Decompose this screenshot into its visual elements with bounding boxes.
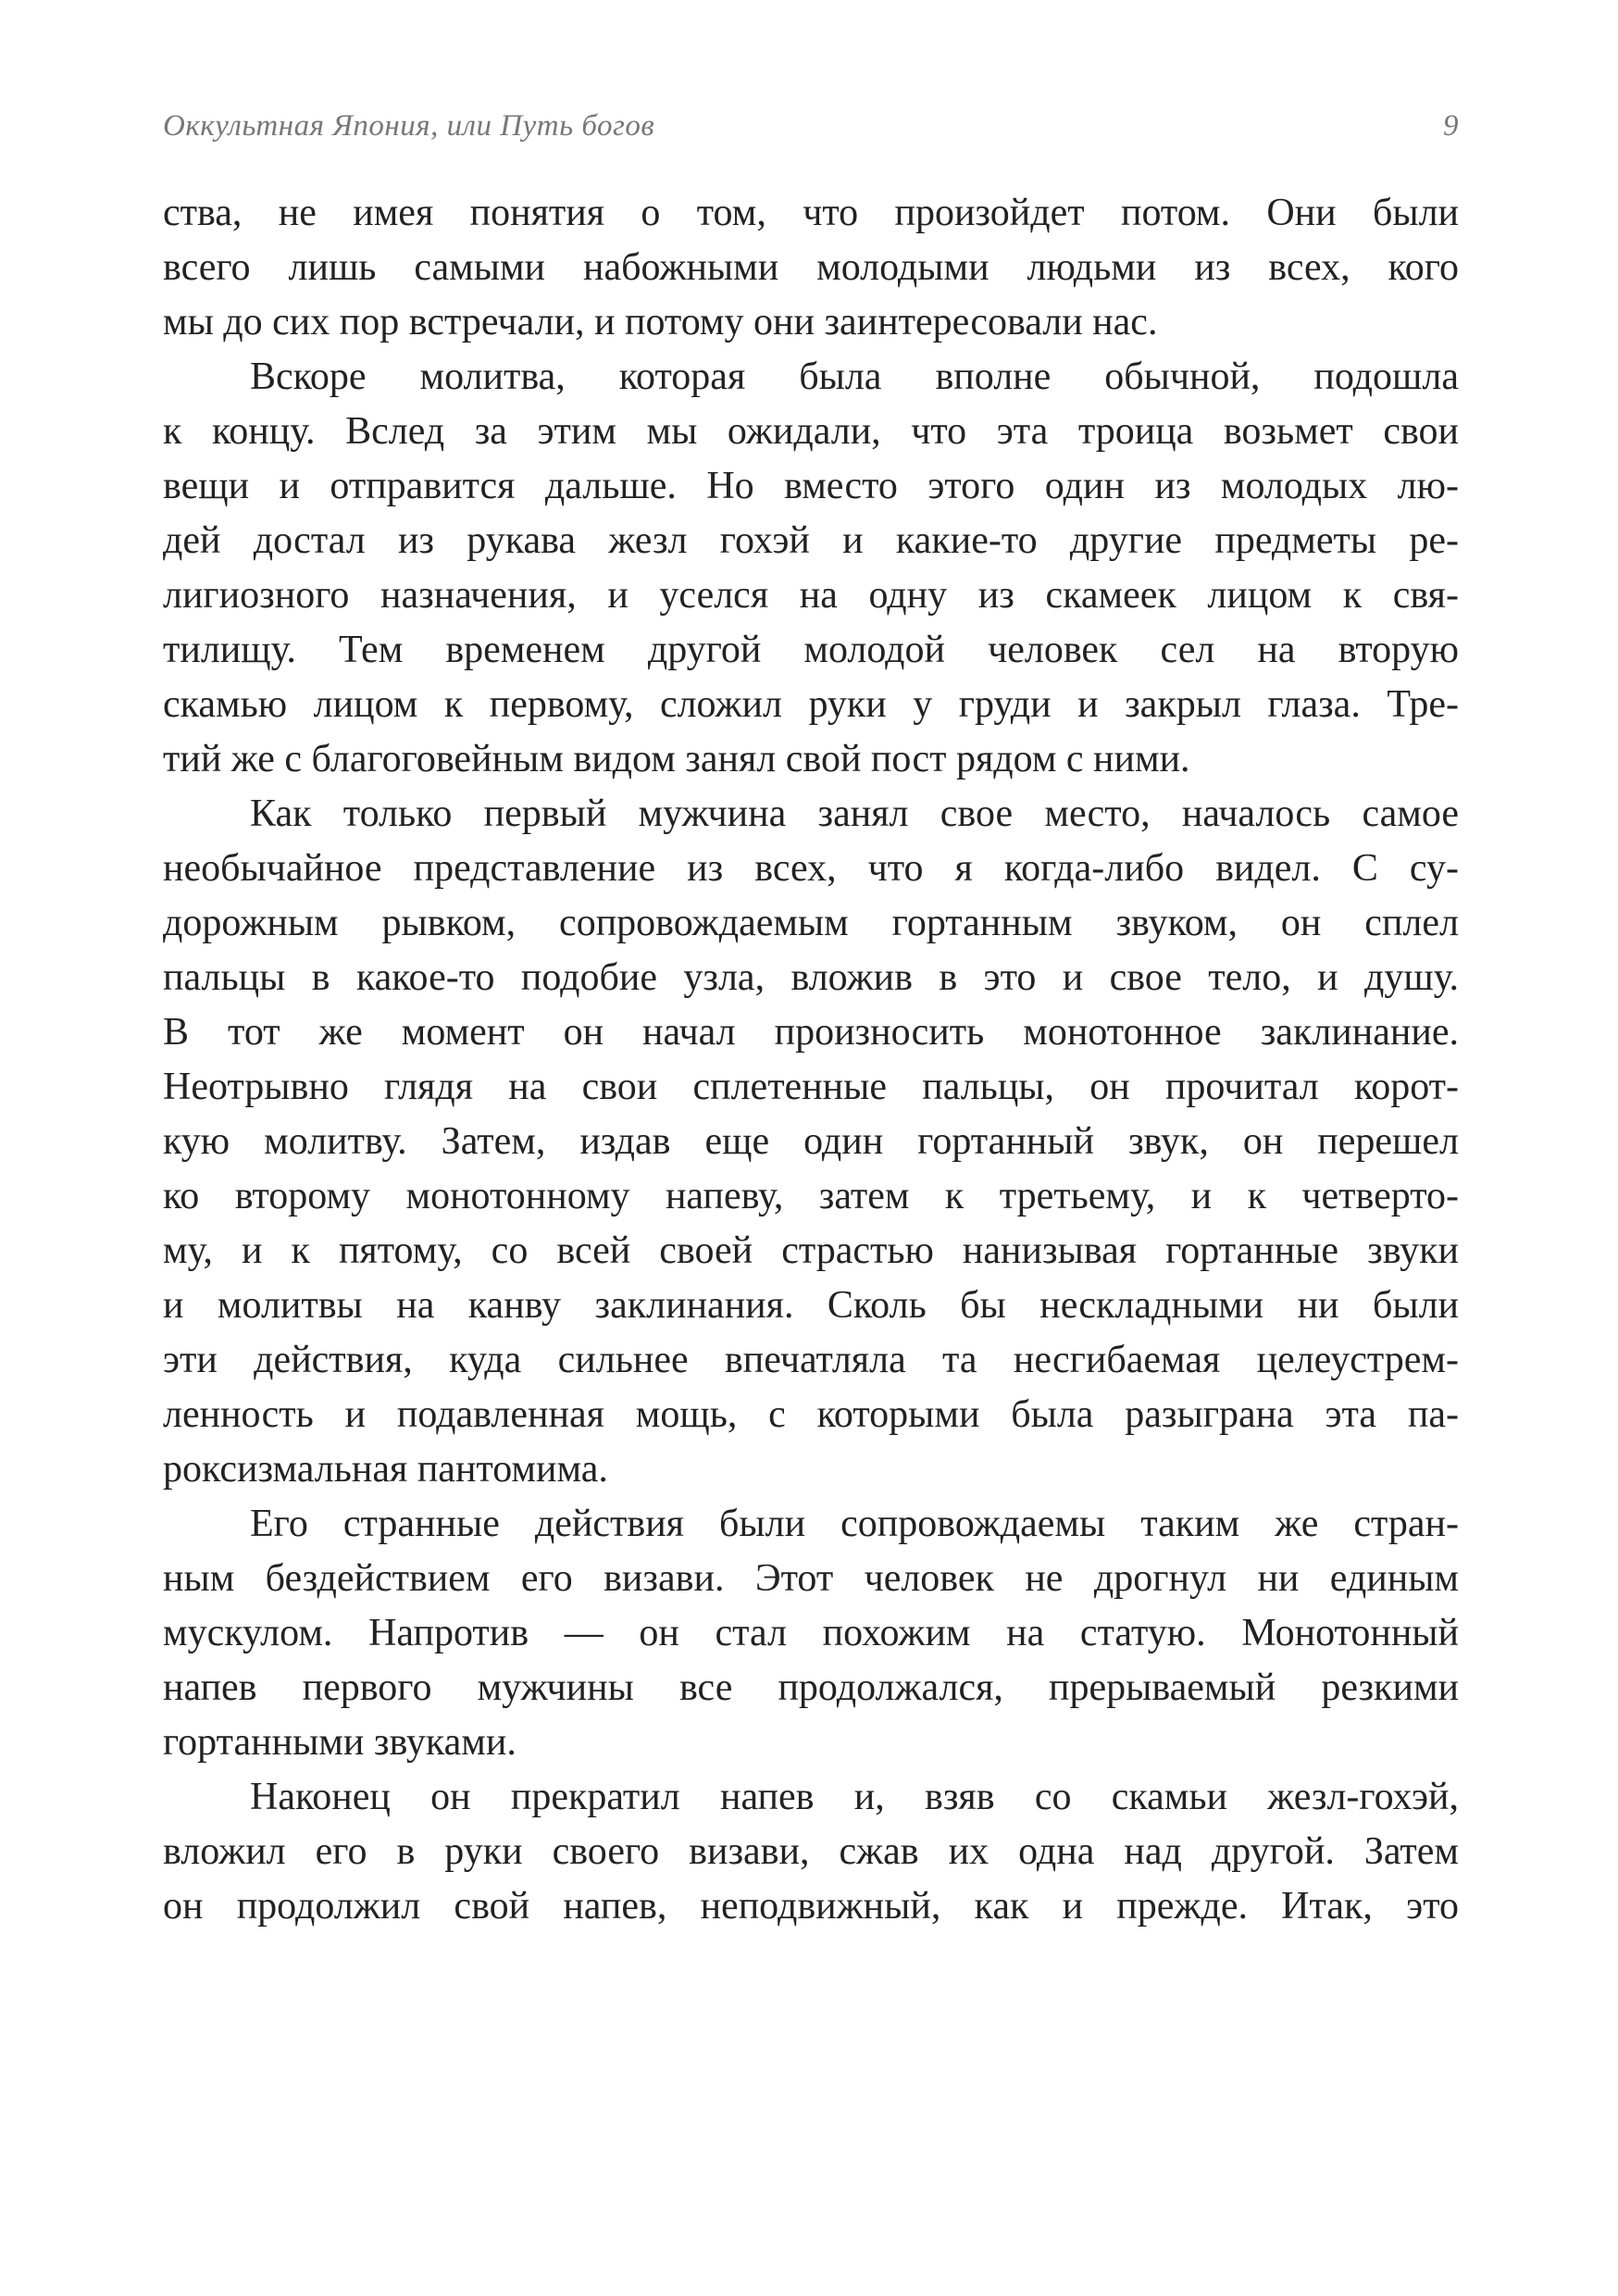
text-line: В тот же момент он начал произносить монотонное заклинание. [163, 1011, 1459, 1054]
text-line: вещи и отправится дальше. Но вместо этого один из молодых лю- [163, 465, 1459, 507]
text-line: эти действия, куда сильнее впечатляла та несгибаемая целеустрем- [163, 1339, 1459, 1381]
text-line: лигиозного назначения, и уселся на одну из скамеек лицом к свя- [163, 574, 1459, 617]
text-line: роксизмальная пантомима. [163, 1448, 608, 1491]
text-line: кую молитву. Затем, издав еще один гортанный звук, он перешел [163, 1120, 1459, 1163]
text-line: вложил его в руки своего визави, сжав их одна над другой. Затем [163, 1830, 1459, 1873]
body-text [163, 186, 1459, 1934]
text-line: ным бездействием его визави. Этот человек не дрогнул ни единым [163, 1557, 1459, 1600]
running-head [163, 104, 1459, 148]
text-line: ства, не имея понятия о том, что произойдет потом. Они были [163, 192, 1459, 234]
text-line: Неотрывно глядя на свои сплетенные пальцы, он прочитал корот- [163, 1066, 1459, 1108]
text-line: тилищу. Тем временем другой молодой человек сел на вторую [163, 629, 1459, 671]
text-line: пальцы в какое-то подобие узла, вложив в это и свое тело, и душу. [163, 956, 1459, 999]
text-line: напев первого мужчины все продолжался, прерываемый резкими [163, 1666, 1459, 1709]
text-line: он продолжил свой напев, неподвижный, как и прежде. Итак, это [163, 1885, 1459, 1928]
text-line: к концу. Вслед за этим мы ожидали, что эта троица возьмет свои [163, 410, 1459, 453]
text-line: дей достал из рукава жезл гохэй и какие-то другие предметы ре- [163, 519, 1459, 562]
text-line: ко второму монотонному напеву, затем к третьему, и к четверто- [163, 1175, 1459, 1217]
paragraph-first-line: Его странные действия были сопровождаемы таким же стран- [250, 1503, 1459, 1545]
text-line: тий же с благоговейным видом занял свой пост рядом с ними. [163, 738, 1190, 780]
paragraph-first-line: Вскоре молитва, которая была вполне обычной, подошла [250, 356, 1459, 398]
text-line: всего лишь самыми набожными молодыми людьми из всех, кого [163, 246, 1459, 289]
text-line: му, и к пятому, со всей своей страстью нанизывая гортанные звуки [163, 1229, 1459, 1272]
paragraph-first-line: Наконец он прекратил напев и, взяв со скамьи жезл-гохэй, [250, 1776, 1459, 1818]
text-line: гортанными звуками. [163, 1721, 517, 1764]
text-line: ленность и подавленная мощь, с которыми была разыграна эта па- [163, 1393, 1459, 1436]
paragraph-first-line: Как только первый мужчина занял свое место, началось самое [250, 792, 1459, 835]
text-line: мы до сих пор встречали, и потому они заинтересовали нас. [163, 301, 1158, 343]
running-title: Оккультная Япония, или Путь богов [163, 109, 655, 143]
text-line: мускулом. Напротив — он стал похожим на статую. Монотонный [163, 1612, 1459, 1654]
text-line: дорожным рывком, сопровождаемым гортанным звуком, он сплел [163, 902, 1459, 944]
text-line: и молитвы на канву заклинания. Сколь бы нескладными ни были [163, 1284, 1459, 1327]
text-line: необычайное представление из всех, что я когда-либо видел. С су- [163, 847, 1459, 890]
page-number: 9 [1443, 109, 1459, 143]
text-line: скамью лицом к первому, сложил руки у груди и закрыл глаза. Тре- [163, 683, 1459, 726]
